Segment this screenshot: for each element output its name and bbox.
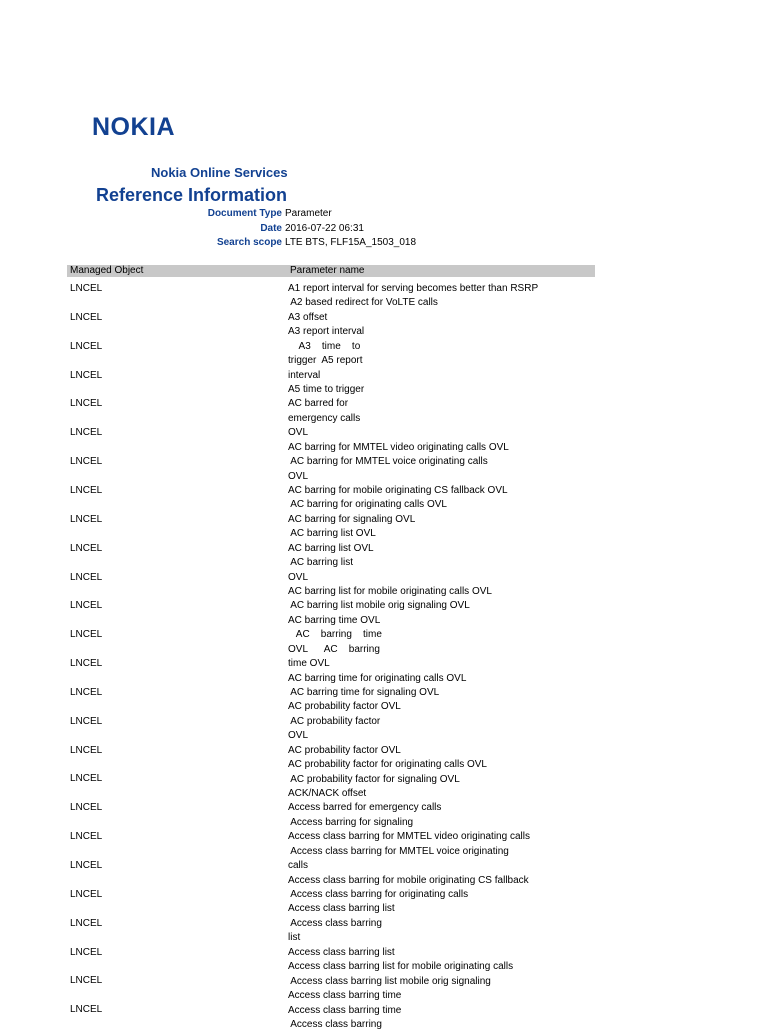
managed-object-cell: LNCEL (70, 340, 103, 352)
parameter-name-line: calls (288, 860, 309, 872)
meta-label: Search scope (216, 237, 282, 248)
managed-object-cell: LNCEL (70, 686, 103, 698)
meta-value: LTE BTS, FLF15A_1503_018 (285, 237, 417, 248)
parameter-name-line: AC probability factor (288, 715, 381, 727)
parameter-name-line: OVL AC barring (288, 643, 380, 655)
parameter-name-line: AC barring for mobile originating CS fallback OVL (288, 485, 508, 497)
parameter-name-line: Access class barring (288, 917, 382, 929)
managed-object-cell: LNCEL (70, 484, 103, 496)
managed-object-cell: LNCEL (70, 773, 103, 785)
parameter-name-line: A3 offset (288, 311, 328, 323)
managed-object-cell: LNCEL (70, 311, 103, 323)
parameter-name-line: Access class barring list mobile orig signaling (288, 975, 491, 987)
parameter-name-line: A3 time to (288, 340, 361, 352)
managed-object-cell: LNCEL (70, 831, 103, 843)
parameter-name-line: A2 based redirect for VoLTE calls (288, 297, 438, 309)
parameter-name-line: OVL (288, 730, 309, 742)
nokia-logo: NOKIA (92, 113, 176, 141)
parameter-name-line: Access class barring list (288, 903, 395, 915)
meta-label: Date (260, 223, 282, 234)
parameter-name-line: trigger A5 report (288, 355, 363, 367)
parameter-name-line: Access class barring for originating calls (288, 889, 469, 901)
managed-object-cell: LNCEL (70, 888, 103, 900)
parameter-name-line: AC barring time (288, 629, 382, 641)
parameter-name-line: Access class barring for MMTEL voice originating (288, 845, 509, 857)
column-header-parameter-name: Parameter name (290, 265, 365, 276)
parameter-name-line: AC barred for (288, 398, 349, 410)
parameter-name-line: interval (288, 369, 321, 381)
parameter-name-line: Access class barring list for mobile originating calls (288, 961, 514, 973)
parameter-name-line: AC barring list for mobile originating calls OVL (288, 586, 492, 598)
parameter-name-line: OVL (288, 427, 309, 439)
parameter-name-line: Access class barring list (288, 946, 395, 958)
parameter-name-line: AC probability factor for originating calls OVL (288, 759, 487, 771)
managed-object-cell: LNCEL (70, 658, 103, 670)
parameter-name-line: AC probability factor OVL (288, 744, 401, 756)
table-header (67, 265, 595, 277)
managed-object-cell: LNCEL (70, 629, 103, 641)
parameter-name-line: A1 report interval for serving becomes better than RSRP (288, 283, 539, 294)
managed-object-cell: LNCEL (70, 369, 103, 381)
parameter-name-line: OVL (288, 470, 309, 482)
parameter-name-line: AC barring for MMTEL voice originating calls (288, 456, 488, 468)
managed-object-cell: LNCEL (70, 427, 103, 439)
parameter-name-line: A3 report interval (288, 326, 365, 338)
parameter-name-line: AC barring list (288, 557, 354, 569)
managed-object-cell: LNCEL (70, 975, 103, 987)
managed-object-cell: LNCEL (70, 513, 103, 525)
managed-object-cell: LNCEL (70, 542, 103, 554)
parameter-name-line: AC barring list OVL (288, 528, 376, 540)
meta-value: 2016-07-22 06:31 (285, 223, 364, 234)
parameter-name-line: AC barring time for originating calls OVL (288, 672, 467, 684)
parameter-name-line: OVL (288, 571, 309, 583)
managed-object-cell: LNCEL (70, 860, 103, 871)
meta-value: Parameter (285, 208, 332, 219)
managed-object-cell: LNCEL (70, 571, 103, 583)
meta-label: Document Type (207, 208, 282, 219)
managed-object-cell: LNCEL (70, 917, 103, 929)
parameter-name-line: Access class barring time (288, 1004, 402, 1016)
managed-object-cell: LNCEL (70, 600, 103, 612)
parameter-name-line: AC barring time OVL (288, 614, 381, 626)
parameter-name-line: time OVL (288, 658, 330, 670)
parameter-name-line: Access class barring for MMTEL video originating calls (288, 831, 530, 843)
column-header-managed-object: Managed Object (70, 265, 144, 276)
managed-object-cell: LNCEL (70, 398, 103, 410)
parameter-name-line: emergency calls (288, 412, 361, 424)
page-title: Reference Information (96, 185, 288, 205)
managed-object-cell: LNCEL (70, 715, 103, 727)
parameter-name-line: Access class barring for mobile originating CS fallback (288, 874, 529, 886)
managed-object-cell: LNCEL (70, 802, 103, 814)
parameter-name-line: Access class barring (288, 1018, 382, 1030)
parameter-name-line: ACK/NACK offset (288, 788, 367, 800)
parameter-name-line: Access barring for signaling (288, 816, 414, 828)
managed-object-cell: LNCEL (70, 456, 103, 468)
managed-object-cell: LNCEL (70, 1004, 103, 1016)
parameter-name-line: list (288, 932, 301, 944)
parameter-name-line: Access barred for emergency calls (288, 802, 442, 814)
parameter-name-line: Access class barring time (288, 990, 402, 1002)
parameter-name-line: AC barring for MMTEL video originating calls OVL (288, 441, 509, 453)
parameter-name-line: AC barring for signaling OVL (288, 513, 416, 525)
parameter-name-line: A5 time to trigger (288, 384, 365, 395)
service-name: Nokia Online Services (151, 165, 288, 180)
managed-object-cell: LNCEL (70, 744, 103, 756)
parameter-name-line: AC barring for originating calls OVL (288, 499, 447, 511)
parameter-name-line: AC probability factor for signaling OVL (288, 773, 460, 785)
managed-object-cell: LNCEL (70, 946, 103, 958)
parameter-name-line: AC barring list mobile orig signaling OVL (288, 600, 470, 612)
managed-object-cell: LNCEL (70, 283, 103, 294)
parameter-name-line: AC barring list OVL (288, 542, 374, 554)
parameter-name-line: AC barring time for signaling OVL (288, 687, 440, 699)
parameter-name-line: AC probability factor OVL (288, 701, 401, 713)
